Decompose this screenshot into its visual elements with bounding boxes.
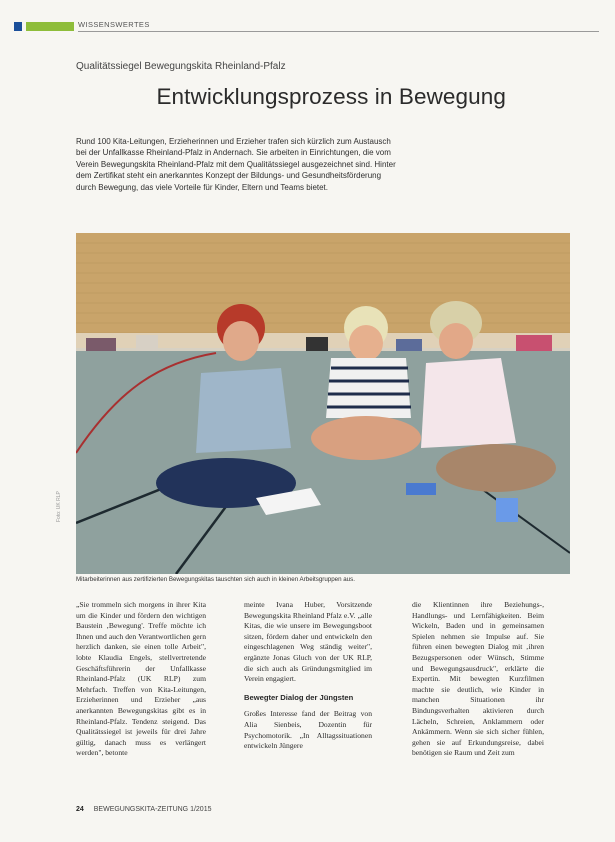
photo-caption: Mitarbeiterinnen aus zertifizierten Bewegungskitas tauschten sich auch in kleinen Arbeitsgruppen aus. bbox=[76, 576, 355, 583]
photo-illustration bbox=[76, 233, 570, 574]
publication-name: BEWEGUNGSKITA-ZEITUNG 1/2015 bbox=[93, 806, 212, 813]
photo-credit: Foto: UK RLP bbox=[56, 491, 62, 522]
body-column-3 bbox=[412, 600, 544, 759]
body-paragraph: die Klientinnen ihre Beziehungs-, Handlungs- und Lernfähigkeiten. Beim Wickeln, Baden und in gemeinsamen Spielen nehmen sie Impulse auf. Sie führen einen bewegten Dialog mit ‚ihren Bezugspersonen oder Wünsch, Stimme und Bewegungsausdruck", erklärte die Expertin. Mit bewegten Kurzfilmen machte sie deutlich, wie Kinder in manchen Situationen ihr Bindungsverhalten aktivieren durch Lächeln, Schreien, Anklammern oder Ankämmern. Wenn sie sich sicher fühlen, gehen sie auf Erkundungsreise, dabei benötigen sie Raum und Zeit zum bbox=[412, 600, 544, 758]
article-photo bbox=[76, 233, 570, 574]
page-number: 24 bbox=[76, 806, 84, 813]
section-label: WISSENSWERTES bbox=[78, 20, 150, 29]
section-rule bbox=[78, 31, 599, 32]
article-kicker: Qualitätssiegel Bewegungskita Rheinland-Pfalz bbox=[76, 61, 286, 72]
article-intro: Rund 100 Kita-Leitungen, Erzieherinnen und Erzieher trafen sich kürzlich zum Austausch bei der Unfallkasse Rheinland-Pfalz in Andernach. Sie arbeiten in Einrichtungen, die vom Verein Bewegungskita Rheinland-Pfalz mit dem Qualitätssiegel ausgezeichnet sind. Hinter dem Zertifikat steht ein anerkanntes Konzept der Bildungs- und Gesundheitsförderung durch Bewegung, das viele Vorteile für Kinder, Eltern und Teams bietet. bbox=[76, 137, 396, 192]
section-header bbox=[14, 20, 599, 32]
body-column-1 bbox=[76, 600, 206, 759]
page-footer bbox=[76, 806, 211, 813]
body-subheading: Bewegter Dialog der Jüngsten bbox=[244, 692, 354, 702]
section-color-block-blue bbox=[14, 22, 22, 31]
section-color-block-green bbox=[26, 22, 74, 31]
body-paragraph: meinte Ivana Huber, Vorsitzende Bewegungskita Rheinland Pfalz e.V. „alle Kitas, die wie unsere im Bewegungsboot sitzen, fördern daher und entwickeln den eingeschlagenen Weg ständig weiter", ergänzte Jonas Gluch von der UK RLP, die sich auch als Gründungsmitglied im Verein engagiert. bbox=[244, 600, 372, 684]
article-headline: Entwicklungsprozess in Bewegung bbox=[156, 84, 506, 109]
body-column-2 bbox=[244, 600, 372, 752]
body-paragraph: Großes Interesse fand der Beitrag von Alia Sienbeis, Dozentin für Psychomotorik. „In Alltagssituationen entwickeln Jüngere bbox=[244, 709, 372, 751]
body-paragraph: „Sie trommeln sich morgens in ihrer Kita um die Kinder und fördern den wichtigen Baustein ‚Bewegung'. Treffe möchte ich Ihnen und auch den Verantwortlichen gern herzlich danken, sie einen tolle Arbeit", lobte Klaudia Engels, stellvertretende Geschäftsführerin der Unfallkasse Rheinland-Pfalz (UK RLP) zum Mehrfach. Treffen von Kita-Leitungen, Erzieherinnen und Erzieher „aus anerkannten Bewegungskitas gibt es in Rheinland-Pfalz. Tendenz steigend. Das Qualitätssiegel ist jeweils für drei Jahre gültig, danach muss es verlängert werden", betonte bbox=[76, 600, 206, 758]
gym-wall bbox=[76, 233, 570, 348]
